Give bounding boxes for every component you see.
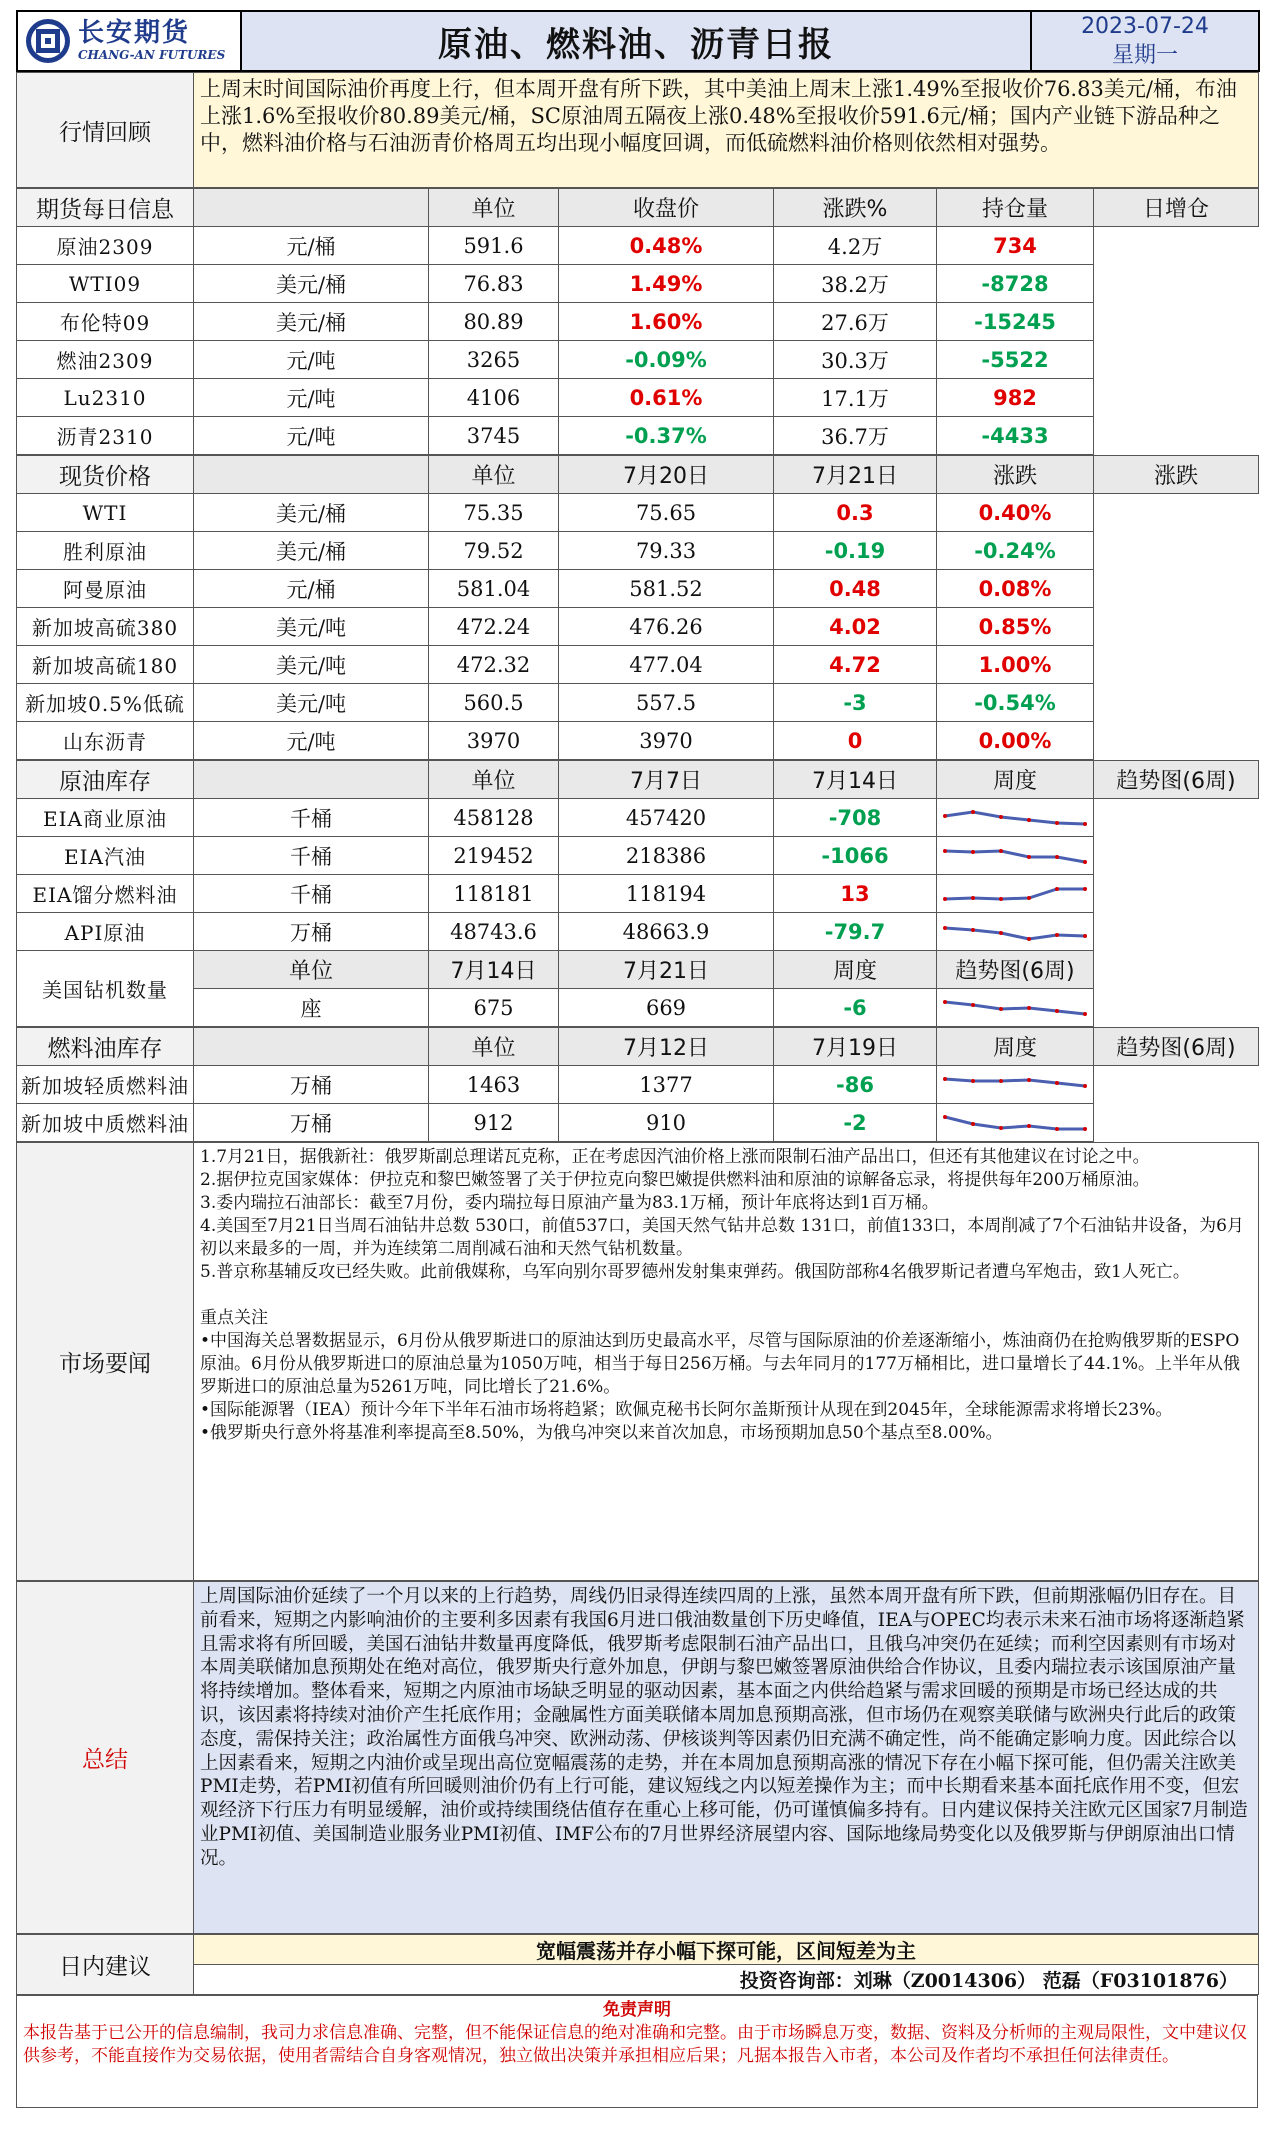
rig-header-chg: 周度 <box>774 951 937 989</box>
unit: 元/吨 <box>194 379 429 417</box>
unit: 美元/桶 <box>194 303 429 341</box>
intraday-label: 日内建议 <box>17 1935 194 1995</box>
contract-name: 原油2309 <box>17 227 194 265</box>
date-cell <box>1031 11 1259 71</box>
unit: 美元/桶 <box>194 494 429 532</box>
close-price: 3745 <box>429 417 559 455</box>
unit: 千桶 <box>194 837 429 875</box>
close-price: 4106 <box>429 379 559 417</box>
futures-header-blank <box>194 189 429 227</box>
change-pct: -0.37% <box>559 417 774 455</box>
futures-row <box>17 265 1259 303</box>
sparkline-point-3 <box>1027 937 1031 941</box>
unit: 元/吨 <box>194 341 429 379</box>
crude-inventory-table <box>16 760 1259 1027</box>
value-prev: 219452 <box>429 837 559 875</box>
price-day2: 79.33 <box>559 532 774 570</box>
open-interest-change: -8728 <box>937 265 1094 303</box>
summary-label: 总结 <box>17 1582 194 1934</box>
price-day1: 472.32 <box>429 646 559 684</box>
value-curr: 910 <box>559 1104 774 1142</box>
value-prev: 1463 <box>429 1066 559 1104</box>
sparkline-point-5 <box>1083 887 1087 891</box>
sparkline-point-4 <box>1055 1127 1059 1131</box>
sparkline-point-5 <box>1083 822 1087 826</box>
trend-sparkline <box>940 803 1090 833</box>
value-prev: 458128 <box>429 799 559 837</box>
price-day1: 3970 <box>429 722 559 760</box>
close-price: 80.89 <box>429 303 559 341</box>
disclaimer-cell <box>17 1996 1258 2108</box>
review-table <box>16 72 1259 188</box>
change-pct: 1.00% <box>937 646 1094 684</box>
sparkline-point-2 <box>999 849 1003 853</box>
close-price: 76.83 <box>429 265 559 303</box>
spot-header-pct: 涨跌 <box>1094 456 1259 494</box>
sparkline-point-2 <box>999 897 1003 901</box>
sparkline-point-3 <box>1027 855 1031 859</box>
rig-header-d2: 7月21日 <box>559 951 774 989</box>
spot-header-d1: 7月20日 <box>559 456 774 494</box>
news-list <box>200 1146 1252 1284</box>
price-day1: 581.04 <box>429 570 559 608</box>
spot-name: 新加坡高硫180 <box>17 646 194 684</box>
price-day1: 560.5 <box>429 684 559 722</box>
summary-text: 上周国际油价延续了一个月以来的上行趋势，周线仍旧录得连续四周的上涨，虽然本周开盘有所下跌，但前期涨幅仍旧存在。目前看来，短期之内影响油价的主要利多因素有我国6月进口俄油数量创下历史峰值，IEA与OPEC均表示未来石油市场将逐渐趋紧且需求将有所回暖，美国石油钻井数量再度降低，俄罗斯考虑限制石油产品出口，且俄乌冲突仍在延续；而利空因素则有市场对本周美联储加息预期处在绝对高位，俄罗斯央行意外加息，伊朗与黎巴嫩签署原油供给合作协议，且委内瑞拉表示该国原油产量将持续增加。整体看来，短期之内原油市场缺乏明显的驱动因素，基本面之内供给趋紧与需求回暖的预期是市场已经达成的共识，该因素将持续对油价产生托底作用；金融属性方面美联储本周加息预期高涨，但市场仍在观察美联储与欧洲央行此后的政策态度，需保持关注；政治属性方面俄乌冲突、欧洲动荡、伊核谈判等因素仍旧充满不确定性，尚不能确定影响力度。因此综合以上因素看来，短期之内油价或呈现出高位宽幅震荡的走势，并在本周加息预期高涨的情况下存在小幅下探可能，但仍需关注欧美PMI走势，若PMI初值有所回暖则油价仍有上行可能，建议短线之内以短差操作为主；而中长期看来基本面托底作用不变，但宏观经济下行压力有明显缓解，油价或持续围绕估值存在重心上移可能，仍可谨慎偏多持有。日内建议保持关注欧元区国家7月制造业PMI初值、美国制造业服务业PMI初值、IMF公布的7月世界经济展望内容、国际地缘局势变化以及俄罗斯与伊朗原油出口情况。 <box>194 1582 1259 1934</box>
unit: 元/桶 <box>194 570 429 608</box>
spot-name: 新加坡高硫380 <box>17 608 194 646</box>
news-label: 市场要闻 <box>17 1143 194 1581</box>
intraday-table <box>16 1934 1259 1995</box>
crude-header-blank <box>194 761 429 799</box>
spot-header-unit: 单位 <box>429 456 559 494</box>
inventory-row <box>17 913 1259 951</box>
rig-d2: 669 <box>559 989 774 1027</box>
change-pct: -0.54% <box>937 684 1094 722</box>
rig-trend-sparkline <box>940 993 1090 1023</box>
open-interest: 4.2万 <box>774 227 937 265</box>
weekly-change: 13 <box>774 875 937 913</box>
trend-sparkline <box>940 917 1090 947</box>
value-curr: 48663.9 <box>559 913 774 951</box>
company-logo-icon <box>24 17 72 65</box>
sparkline-point-4 <box>1055 855 1059 859</box>
spot-row <box>17 532 1259 570</box>
report-weekday: 星期一 <box>1111 43 1178 68</box>
spot-row <box>17 722 1259 760</box>
rig-header-d1: 7月14日 <box>429 951 559 989</box>
sparkline-point-0 <box>943 814 947 818</box>
inventory-name: EIA商业原油 <box>17 799 194 837</box>
review-text: 上周末时间国际油价再度上行，但本周开盘有所下跌，其中美油上周末上涨1.49%至报收价76.83美元/桶，布油上涨1.6%至报收价80.89美元/桶，SC原油周五隔夜上涨0.48%至报收价591.6元/桶；国内产业链下游品种之中，燃料油价格与石油沥青价格周五均出现小幅度回调，而低硫燃料油价格则依然相对强势。 <box>194 73 1259 188</box>
sparkline-path <box>945 1079 1085 1086</box>
open-interest: 30.3万 <box>774 341 937 379</box>
focus-item: •俄罗斯央行意外将基准利率提高至8.50%，为俄乌冲突以来首次加息，市场预期加息50个基点至8.00%。 <box>200 1423 1003 1443</box>
sparkline-point-3 <box>1027 818 1031 822</box>
sparkline-point-1 <box>971 928 975 932</box>
report-title: 原油、燃料油、沥青日报 <box>438 24 834 65</box>
sparkline-point-1 <box>971 850 975 854</box>
weekly-change: -708 <box>774 799 937 837</box>
disclaimer-text: 本报告基于已公开的信息编制，我司力求信息准确、完整，但不能保证信息的绝对准确和完整。由于市场瞬息万变，数据、资料及分析师的主观局限性，文中建议仅供参考，不能直接作为交易依据，使用者需结合自身客观情况，独立做出决策并承担相应后果；凡据本报告入市者，本公司及作者均不承担任何法律责任。 <box>23 2023 1247 2066</box>
sparkline-point-3 <box>1027 1006 1031 1010</box>
futures-row <box>17 341 1259 379</box>
trend-cell <box>937 913 1094 951</box>
value-prev: 912 <box>429 1104 559 1142</box>
open-interest: 17.1万 <box>774 379 937 417</box>
logo-en-text: CHANG-AN FUTURES <box>78 48 226 62</box>
change: 0.3 <box>774 494 937 532</box>
sparkline-point-4 <box>1055 887 1059 891</box>
news-item: 4.美国至7月21日当周石油钻井总数 530口，前值537口，美国天然气钻井总数 131口，前值133口，本周削减了7个石油钻井设备，为6月初以来最多的一周，并为连续第二周削减石油和天然气钻机数量。 <box>200 1216 1244 1259</box>
unit: 元/吨 <box>194 417 429 455</box>
spot-name: 胜利原油 <box>17 532 194 570</box>
focus-item: •中国海关总署数据显示，6月份从俄罗斯进口的原油达到历史最高水平，尽管与国际原油的价差逐渐缩小，炼油商仍在抢购俄罗斯的ESPO原油。6月份从俄罗斯进口的原油总量为1050万吨，相当于每日256万桶。与去年同月的177万桶相比，进口量增长了44.1%。上半年从俄罗斯进口的原油总量为5261万吨，同比增长了21.6%。 <box>200 1331 1240 1397</box>
news-item: 2.据伊拉克国家媒体：伊拉克和黎巴嫩签署了关于伊拉克向黎巴嫩提供燃料油和原油的谅解备忘录，将提供每年200万桶原油。 <box>200 1170 1150 1190</box>
sparkline-point-2 <box>999 1007 1003 1011</box>
sparkline-point-2 <box>999 815 1003 819</box>
spot-name: 阿曼原油 <box>17 570 194 608</box>
sparkline-point-5 <box>1083 860 1087 864</box>
unit: 千桶 <box>194 799 429 837</box>
change-pct: 0.85% <box>937 608 1094 646</box>
unit: 美元/桶 <box>194 265 429 303</box>
trend-cell <box>937 837 1094 875</box>
summary-table <box>16 1581 1259 1934</box>
trend-sparkline <box>940 879 1090 909</box>
sparkline-point-2 <box>999 931 1003 935</box>
change-pct: 0.08% <box>937 570 1094 608</box>
crude-header-chg: 周度 <box>937 761 1094 799</box>
spot-row <box>17 494 1259 532</box>
price-day2: 557.5 <box>559 684 774 722</box>
inventory-row <box>17 837 1259 875</box>
futures-table <box>16 188 1259 455</box>
price-day2: 75.65 <box>559 494 774 532</box>
futures-row <box>17 417 1259 455</box>
sparkline-point-0 <box>943 1115 947 1119</box>
unit: 美元/吨 <box>194 646 429 684</box>
inventory-name: EIA汽油 <box>17 837 194 875</box>
change-pct: 0.40% <box>937 494 1094 532</box>
title-cell <box>241 11 1031 71</box>
rig-header-unit: 单位 <box>194 951 429 989</box>
spot-label: 现货价格 <box>17 456 194 494</box>
price-day1: 472.24 <box>429 608 559 646</box>
focus-list <box>200 1330 1252 1445</box>
news-item: 5.普京称基辅反攻已经失败。此前俄媒称，乌军向别尔哥罗德州发射集束弹药。俄国防部称4名俄罗斯记者遭乌军炮击，致1人死亡。 <box>200 1262 1190 1282</box>
inventory-name: API原油 <box>17 913 194 951</box>
fuel-header-blank <box>194 1028 429 1066</box>
fuel-header-trend: 趋势图(6周) <box>1094 1028 1259 1066</box>
price-day2: 581.52 <box>559 570 774 608</box>
change-pct: 0.61% <box>559 379 774 417</box>
price-day1: 75.35 <box>429 494 559 532</box>
sparkline-point-1 <box>971 1079 975 1083</box>
rig-header-trend: 趋势图(6周) <box>937 951 1094 989</box>
unit: 元/吨 <box>194 722 429 760</box>
change: -3 <box>774 684 937 722</box>
spot-row <box>17 608 1259 646</box>
spot-row <box>17 646 1259 684</box>
contract-name: WTI09 <box>17 265 194 303</box>
contract-name: 布伦特09 <box>17 303 194 341</box>
sparkline-point-2 <box>999 1079 1003 1083</box>
value-curr: 1377 <box>559 1066 774 1104</box>
sparkline-point-4 <box>1055 1009 1059 1013</box>
open-interest-change: 734 <box>937 227 1094 265</box>
sparkline-path <box>945 889 1085 899</box>
review-label: 行情回顾 <box>17 73 194 188</box>
spot-header-chg: 涨跌 <box>937 456 1094 494</box>
sparkline-path <box>945 851 1085 862</box>
open-interest-change: -5522 <box>937 341 1094 379</box>
price-day2: 476.26 <box>559 608 774 646</box>
sparkline-path <box>945 928 1085 939</box>
futures-row <box>17 379 1259 417</box>
crude-header-unit: 单位 <box>429 761 559 799</box>
weekly-change: -86 <box>774 1066 937 1104</box>
fuel-header-chg: 周度 <box>937 1028 1094 1066</box>
close-price: 3265 <box>429 341 559 379</box>
spot-header-d2: 7月21日 <box>774 456 937 494</box>
trend-sparkline <box>940 841 1090 871</box>
unit: 美元/桶 <box>194 532 429 570</box>
change: 0 <box>774 722 937 760</box>
open-interest: 38.2万 <box>774 265 937 303</box>
rig-trend-cell <box>937 989 1094 1027</box>
trend-cell <box>937 799 1094 837</box>
inventory-row <box>17 799 1259 837</box>
inventory-name: 新加坡轻质燃料油 <box>17 1066 194 1104</box>
change-pct: -0.24% <box>937 532 1094 570</box>
open-interest-change: -4433 <box>937 417 1094 455</box>
price-day2: 477.04 <box>559 646 774 684</box>
sparkline-point-4 <box>1055 1081 1059 1085</box>
open-interest: 27.6万 <box>774 303 937 341</box>
open-interest-change: 982 <box>937 379 1094 417</box>
value-prev: 118181 <box>429 875 559 913</box>
unit: 美元/吨 <box>194 608 429 646</box>
crude-inventory-label: 原油库存 <box>17 761 194 799</box>
rig-chg: -6 <box>774 989 937 1027</box>
sparkline-path <box>945 1117 1085 1129</box>
weekly-change: -79.7 <box>774 913 937 951</box>
spot-header-blank <box>194 456 429 494</box>
sparkline-point-5 <box>1083 1084 1087 1088</box>
sparkline-point-5 <box>1083 1012 1087 1016</box>
report-date: 2023-07-24 <box>1081 14 1209 39</box>
change: 4.72 <box>774 646 937 684</box>
spot-table <box>16 455 1259 760</box>
crude-header-d1: 7月7日 <box>559 761 774 799</box>
spot-row <box>17 684 1259 722</box>
change-pct: 1.49% <box>559 265 774 303</box>
disclaimer-title: 免责声明 <box>603 2000 671 2020</box>
spot-row <box>17 570 1259 608</box>
sparkline-point-2 <box>999 1126 1003 1130</box>
inventory-row <box>17 1104 1259 1142</box>
fuel-header-d1: 7月12日 <box>559 1028 774 1066</box>
change: 0.48 <box>774 570 937 608</box>
rig-count-name: 美国钻机数量 <box>17 951 194 1027</box>
sparkline-point-0 <box>943 1077 947 1081</box>
unit: 万桶 <box>194 1104 429 1142</box>
sparkline-point-3 <box>1027 1124 1031 1128</box>
weekly-change: -2 <box>774 1104 937 1142</box>
sparkline-point-1 <box>971 810 975 814</box>
inventory-name: EIA馏分燃料油 <box>17 875 194 913</box>
news-item: 1.7月21日，据俄新社：俄罗斯副总理诺瓦克称，正在考虑因汽油价格上涨而限制石油产品出口，但还有其他建议在讨论之中。 <box>200 1147 1150 1167</box>
news-item: 3.委内瑞拉石油部长：截至7月份，委内瑞拉每日原油产量为83.1万桶，预计年底将达到1百万桶。 <box>200 1193 939 1213</box>
value-curr: 457420 <box>559 799 774 837</box>
sparkline-point-0 <box>943 897 947 901</box>
sparkline-point-4 <box>1055 821 1059 825</box>
crude-header-d2: 7月14日 <box>774 761 937 799</box>
sparkline-point-0 <box>943 1000 947 1004</box>
sparkline-point-3 <box>1027 896 1031 900</box>
news-table <box>16 1142 1259 1581</box>
change-pct: 0.00% <box>937 722 1094 760</box>
futures-header-oichg: 日增仓 <box>1094 189 1259 227</box>
trend-cell <box>937 1066 1094 1104</box>
focus-title: 重点关注 <box>200 1308 268 1328</box>
trend-sparkline <box>940 1070 1090 1100</box>
intraday-advice: 宽幅震荡并存小幅下探可能，区间短差为主 <box>194 1935 1259 1965</box>
fuel-header-d2: 7月19日 <box>774 1028 937 1066</box>
spot-name: 新加坡0.5%低硫 <box>17 684 194 722</box>
sparkline-point-1 <box>971 1122 975 1126</box>
price-day2: 3970 <box>559 722 774 760</box>
sparkline-point-0 <box>943 926 947 930</box>
news-content <box>194 1143 1259 1581</box>
sparkline-point-1 <box>971 896 975 900</box>
value-prev: 48743.6 <box>429 913 559 951</box>
change-pct: 0.48% <box>559 227 774 265</box>
trend-sparkline <box>940 1108 1090 1138</box>
logo-cn-text: 长安期货 <box>78 18 191 48</box>
fuel-inventory-label: 燃料油库存 <box>17 1028 194 1066</box>
sparkline-path <box>945 812 1085 824</box>
change-pct: -0.09% <box>559 341 774 379</box>
open-interest: 36.7万 <box>774 417 937 455</box>
futures-header-oi: 持仓量 <box>937 189 1094 227</box>
unit: 万桶 <box>194 1066 429 1104</box>
trend-cell <box>937 875 1094 913</box>
contract-name: 沥青2310 <box>17 417 194 455</box>
inventory-row <box>17 1066 1259 1104</box>
futures-header-chg: 涨跌% <box>774 189 937 227</box>
rig-d1: 675 <box>429 989 559 1027</box>
futures-row <box>17 227 1259 265</box>
change-pct: 1.60% <box>559 303 774 341</box>
sparkline-point-5 <box>1083 1127 1087 1131</box>
sparkline-point-0 <box>943 849 947 853</box>
futures-header-unit: 单位 <box>429 189 559 227</box>
spot-name: WTI <box>17 494 194 532</box>
value-curr: 218386 <box>559 837 774 875</box>
contract-name: 燃油2309 <box>17 341 194 379</box>
sparkline-point-3 <box>1027 1078 1031 1082</box>
change: 4.02 <box>774 608 937 646</box>
spot-name: 山东沥青 <box>17 722 194 760</box>
sparkline-point-4 <box>1055 933 1059 937</box>
inventory-name: 新加坡中质燃料油 <box>17 1104 194 1142</box>
change: -0.19 <box>774 532 937 570</box>
focus-item: •国际能源署（IEA）预计今年下半年石油市场将趋紧；欧佩克秘书长阿尔盖斯预计从现在到2045年，全球能源需求将增长23%。 <box>200 1400 1173 1420</box>
unit: 千桶 <box>194 875 429 913</box>
futures-header-close: 收盘价 <box>559 189 774 227</box>
value-curr: 118194 <box>559 875 774 913</box>
disclaimer-table <box>16 1995 1258 2108</box>
futures-row <box>17 303 1259 341</box>
weekly-change: -1066 <box>774 837 937 875</box>
unit: 万桶 <box>194 913 429 951</box>
report-page <box>16 10 1258 2122</box>
fuel-inventory-table <box>16 1027 1259 1142</box>
futures-label: 期货每日信息 <box>17 189 194 227</box>
open-interest-change: -15245 <box>937 303 1094 341</box>
contract-name: Lu2310 <box>17 379 194 417</box>
close-price: 591.6 <box>429 227 559 265</box>
unit: 美元/吨 <box>194 684 429 722</box>
price-day1: 79.52 <box>429 532 559 570</box>
news-spacer <box>200 1284 1252 1307</box>
sparkline-path <box>945 1002 1085 1014</box>
rig-unit: 座 <box>194 989 429 1027</box>
unit: 元/桶 <box>194 227 429 265</box>
crude-header-trend: 趋势图(6周) <box>1094 761 1259 799</box>
consultants: 投资咨询部：刘琳（Z0014306） 范磊（F03101876） <box>194 1965 1259 1995</box>
trend-cell <box>937 1104 1094 1142</box>
inventory-row <box>17 875 1259 913</box>
logo-cell <box>17 11 241 71</box>
sparkline-point-5 <box>1083 934 1087 938</box>
sparkline-point-1 <box>971 1003 975 1007</box>
header-table <box>16 10 1260 72</box>
fuel-header-unit: 单位 <box>429 1028 559 1066</box>
